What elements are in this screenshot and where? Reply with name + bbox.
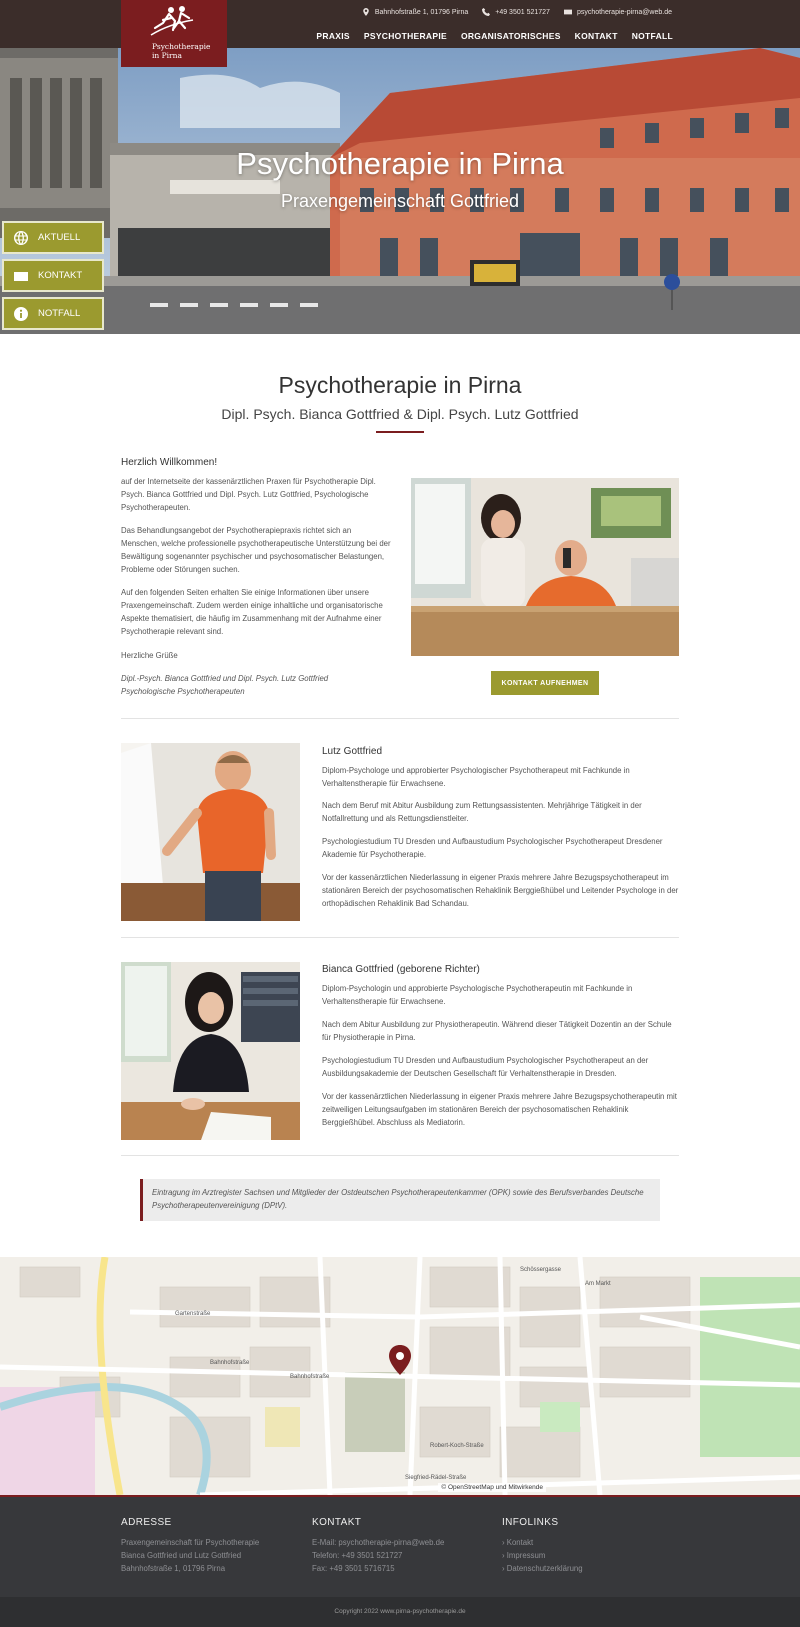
logo-text-line2: in Pirna xyxy=(152,51,182,60)
section-divider xyxy=(121,718,679,719)
nav-organisatorisches[interactable]: ORGANISATORISCHES xyxy=(460,31,561,41)
intro-paragraph-2: Das Behandlungsangebot der Psychotherapiepraxis richtet sich an Menschen, welche professionelle psychotherapeutische Unterstützung bei der Bewältigung sogenannter psychischer und psychosomatischer Belastungen, Probleme oder Störungen suchen. xyxy=(121,526,391,574)
lutz-paragraph-3: Psychologiestudium TU Dresden und Aufbaustudium Psychologischer Psychotherapeut Dresdener Akademie für Psychotherapie. xyxy=(322,837,663,859)
side-button-kontakt-label: KONTAKT xyxy=(38,270,83,281)
logo-text xyxy=(152,42,210,60)
title-divider xyxy=(376,431,424,433)
map-attribution[interactable]: © OpenStreetMap und Mitwirkende xyxy=(438,1483,546,1492)
nav-psychotherapie[interactable]: PSYCHOTHERAPIE xyxy=(363,31,447,41)
footer-infolinks xyxy=(502,1517,583,1575)
envelope-icon xyxy=(564,8,572,16)
footer-address-line: Praxengemeinschaft für Psychotherapie xyxy=(121,1538,260,1547)
address-text: Bahnhofstraße 1, 01796 Pirna xyxy=(374,8,469,16)
side-button-kontakt[interactable] xyxy=(2,259,104,292)
signature: Dipl.-Psych. Bianca Gottfried und Dipl. Psych. Lutz Gottfried Psychologische Psychotherapeuten xyxy=(121,674,329,696)
intro-paragraph-1: auf der Internetseite der kassenärztlichen Praxen für Psychotherapie Dipl. Psych. Bianca Gottfried und Dipl. Psych. Lutz Gottfried, Psychologische Psychotherapeuten. xyxy=(121,477,376,512)
lutz-paragraph-2: Nach dem Beruf mit Abitur Ausbildung zum Rettungsassistenten. Mehrjährige Tätigkeit in der Notfallrettung und als Rettungsdienstleiter. xyxy=(322,801,642,823)
map-street-label: Robert-Koch-Straße xyxy=(430,1443,484,1449)
page-title: Psychotherapie in Pirna xyxy=(278,372,522,398)
nav-kontakt[interactable]: KONTAKT xyxy=(574,31,618,41)
section-divider xyxy=(121,937,679,938)
footer-address xyxy=(121,1517,259,1575)
nav-notfall[interactable]: NOTFALL xyxy=(631,31,673,41)
logo-figures-icon xyxy=(149,6,195,36)
person-name-lutz: Lutz Gottfried xyxy=(322,746,383,757)
side-button-aktuell-label: AKTUELL xyxy=(38,232,81,243)
envelope-icon xyxy=(14,269,28,283)
copyright-bar: Copyright 2022 www.pirna-psychotherapie.de xyxy=(0,1597,800,1627)
intro-paragraph-3: Auf den folgenden Seiten erhalten Sie einige Informationen über unsere Praxengemeinschaft. Zudem werden einige inhaltliche und organisatorische Aspekte thematisiert, die häufig im Zusammenhang mit der Aufnahme einer Psychotherapie relevant sind. xyxy=(121,588,383,636)
footer-email[interactable]: E-Mail: psychotherapie-pirna@web.de xyxy=(312,1538,445,1547)
top-bar xyxy=(0,0,800,48)
globe-icon xyxy=(14,231,28,245)
footer-links-heading: INFOLINKS xyxy=(502,1517,559,1528)
hero-title: Psychotherapie in Pirna xyxy=(236,146,564,181)
team-photo xyxy=(411,478,679,656)
welcome-heading: Herzlich Willkommen! xyxy=(121,457,218,468)
map-street-label: Schössergasse xyxy=(520,1267,562,1273)
phone-icon xyxy=(482,8,490,16)
map-street-label: Bahnhofstraße xyxy=(290,1374,330,1380)
map-street-label: Bahnhofstraße xyxy=(210,1360,250,1366)
lutz-paragraph-4: Vor der kassenärztlichen Niederlassung in eigener Praxis mehrere Jahre Bezugspsychotherapeut im stationären Bereich der psychosomatischen Rehaklinik Berggießhübel und Leitender Psychologe in der orthopädischen Rehaklinik Bad Schandau. xyxy=(322,873,679,908)
footer-link-impressum[interactable]: › Impressum xyxy=(502,1551,546,1560)
section-divider xyxy=(121,1155,679,1156)
footer-contact xyxy=(312,1517,444,1575)
map-street-label: Gartenstraße xyxy=(175,1311,211,1317)
bianca-paragraph-4: Vor der kassenärztlichen Niederlassung in eigener Praxis mehrere Jahre Bezugspsychotherapeutin mit zeitweiligen Leitungsaufgaben im stationären Bereich der psychosomatischen Rehaklinik Berggießhübel. Abschluss als Mediatorin. xyxy=(322,1092,677,1127)
footer-link-datenschutz[interactable]: › Datenschutzerklärung xyxy=(502,1564,583,1573)
bianca-paragraph-2: Nach dem Abitur Ausbildung zur Physiotherapeutin. Während dieser Tätigkeit Dozentin an der Schule für Physiotherapie in Pirna. xyxy=(322,1020,672,1042)
registry-notice: Eintragung im Arztregister Sachsen und Mitglieder der Ostdeutschen Psychotherapeutenkammer (OPK) sowie des Berufsverbandes Deutsche Psychotherapeutenvereinigung (DPtV). xyxy=(140,1179,660,1221)
footer-fax: Fax: +49 3501 5716715 xyxy=(312,1564,395,1573)
footer-link-kontakt[interactable]: › Kontakt xyxy=(502,1538,534,1547)
side-button-notfall[interactable] xyxy=(2,297,104,330)
hero-banner xyxy=(0,48,800,334)
greeting: Herzliche Grüße xyxy=(121,651,178,660)
phone-info[interactable] xyxy=(482,8,550,16)
hero-subtitle: Praxengemeinschaft Gottfried xyxy=(280,191,520,211)
footer-address-line: Bahnhofstraße 1, 01796 Pirna xyxy=(121,1564,226,1573)
lutz-photo xyxy=(121,743,300,921)
bianca-photo xyxy=(121,962,300,1140)
main-nav xyxy=(316,31,673,41)
map-marker-icon xyxy=(362,8,370,16)
contact-button[interactable]: KONTAKT AUFNEHMEN xyxy=(491,671,599,695)
page-subtitle: Dipl. Psych. Bianca Gottfried & Dipl. Psych. Lutz Gottfried xyxy=(221,406,579,422)
logo-text-line1: Psychotherapie xyxy=(152,42,211,51)
site-logo[interactable] xyxy=(121,0,227,67)
phone-text: +49 3501 521727 xyxy=(495,8,550,16)
person-name-bianca: Bianca Gottfried (geborene Richter) xyxy=(322,964,480,975)
bianca-paragraph-3: Psychologiestudium TU Dresden und Aufbaustudium Psychologischer Psychotherapeut an der Ausbildungsakademie der Deutschen Gesellschaft für Verhaltenstherapie in Dresden. xyxy=(322,1056,649,1078)
map-street-label: Am Markt xyxy=(585,1281,611,1287)
map-canvas xyxy=(0,1257,800,1495)
side-button-notfall-label: NOTFALL xyxy=(38,308,81,319)
footer-address-line: Bianca Gottfried und Lutz Gottfried xyxy=(121,1551,242,1560)
contact-line xyxy=(362,4,672,20)
email-info[interactable] xyxy=(564,8,672,16)
side-button-aktuell[interactable] xyxy=(2,221,104,254)
footer-phone: Telefon: +49 3501 521727 xyxy=(312,1551,403,1560)
email-text: psychotherapie-pirna@web.de xyxy=(576,8,672,16)
map-street-label: Siegfried-Rädel-Straße xyxy=(405,1475,467,1481)
site-footer xyxy=(0,1495,800,1597)
location-map[interactable] xyxy=(0,1257,800,1495)
footer-contact-heading: KONTAKT xyxy=(312,1517,362,1528)
nav-praxis[interactable]: PRAXIS xyxy=(316,31,350,41)
address-info xyxy=(362,8,468,16)
footer-address-heading: ADRESSE xyxy=(121,1517,172,1528)
bianca-paragraph-1: Diplom-Psychologin und approbierte Psychologische Psychotherapeutin mit Fachkunde in Verhaltenstherapie für Erwachsene. xyxy=(322,984,633,1006)
info-icon xyxy=(14,307,28,321)
lutz-paragraph-1: Diplom-Psychologe und approbierter Psychologischer Psychotherapeut mit Fachkunde in Verhaltenstherapie für Erwachsene. xyxy=(322,766,630,788)
